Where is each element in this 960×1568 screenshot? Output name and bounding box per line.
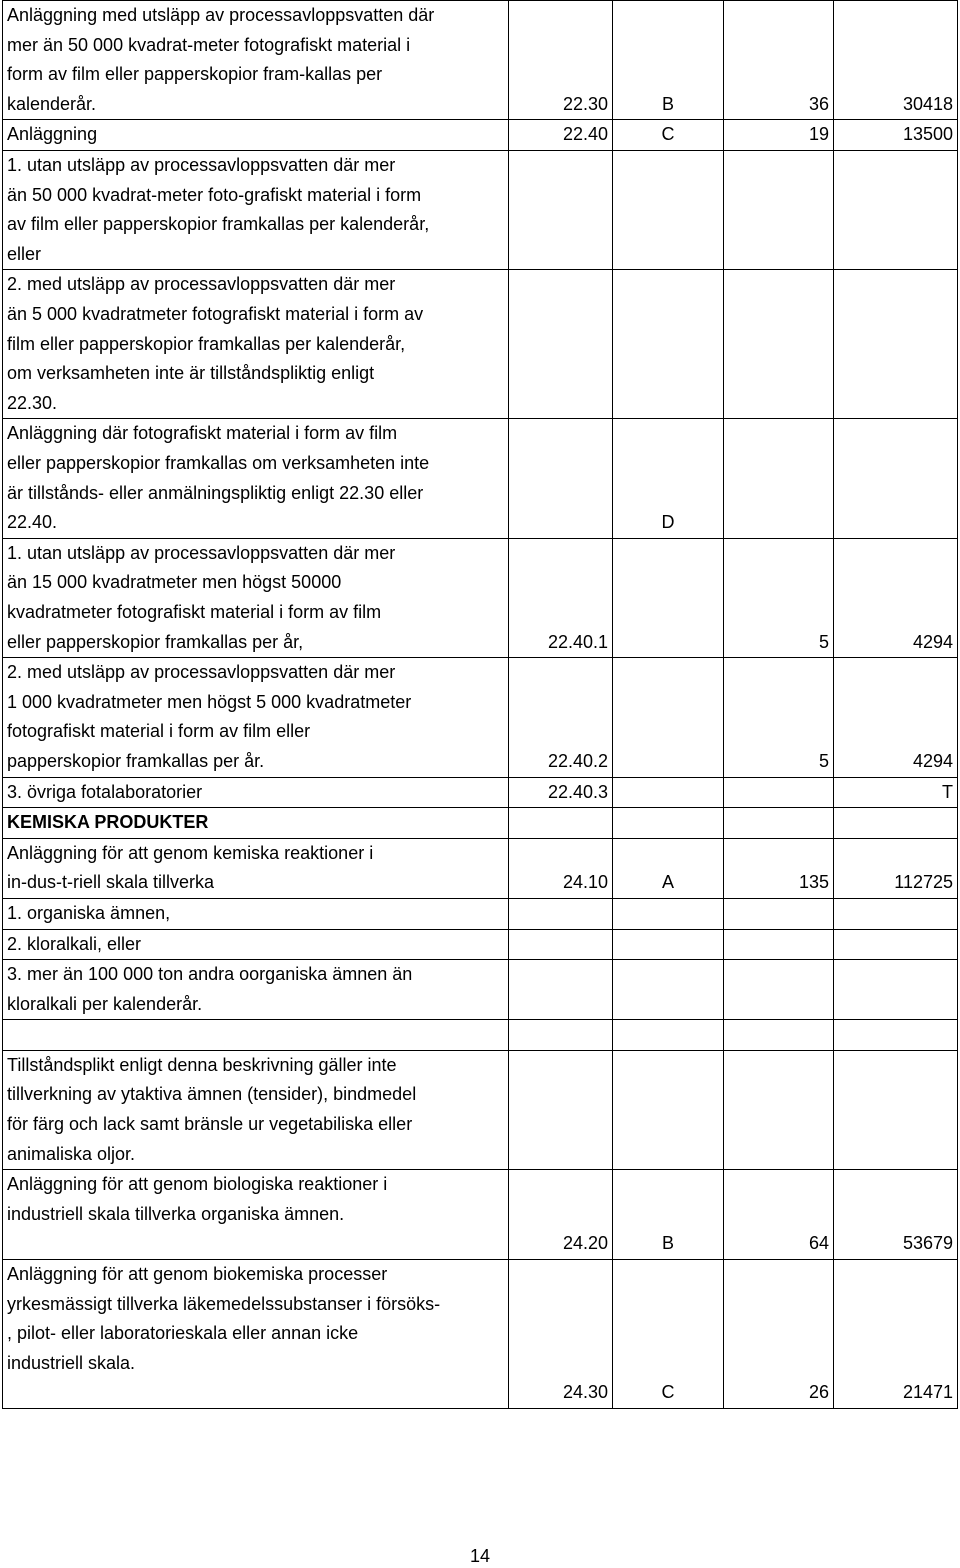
description-line: 22.30. (7, 392, 58, 413)
description-line: för färg och lack samt bränsle ur vegetabiliska eller (7, 1114, 413, 1135)
fee-cell-value: 30418 (902, 93, 953, 114)
description-cell (3, 1020, 509, 1051)
description-line: in-dus-t-riell skala tillverka (7, 872, 215, 893)
fee-cell (834, 960, 958, 1020)
description-line: mer än 50 000 kvadrat-meter fotografiskt material i (7, 34, 411, 55)
class-cell-value: C (661, 1382, 675, 1403)
description-line: eller papperskopior framkallas per år, (7, 631, 304, 652)
points-cell (724, 808, 834, 839)
description-line (7, 1229, 504, 1259)
fee-cell (834, 270, 958, 419)
class-cell (613, 1050, 724, 1169)
code-cell (509, 929, 613, 960)
table-row (3, 838, 958, 898)
points-cell (724, 419, 834, 538)
description-line: kloralkali per kalenderår. (7, 993, 203, 1014)
class-cell-value: A (661, 872, 674, 893)
code-cell (509, 1260, 613, 1409)
description-line: än 50 000 kvadrat-meter foto-grafiskt material i form (7, 184, 422, 205)
description-line: tillverkning av ytaktiva ämnen (tensider), bindmedel (7, 1084, 417, 1105)
class-cell (613, 120, 724, 151)
description-line (7, 1020, 504, 1050)
table-row (3, 898, 958, 929)
description-line: av film eller papperskopior framkallas per kalenderår, (7, 214, 430, 235)
description-cell (3, 270, 509, 419)
table-row (3, 960, 958, 1020)
fee-cell (834, 929, 958, 960)
points-cell (724, 929, 834, 960)
code-cell (509, 1050, 613, 1169)
table-row (3, 419, 958, 538)
table-row (3, 808, 958, 839)
description-cell (3, 808, 509, 839)
code-cell (509, 898, 613, 929)
points-cell-value: 19 (808, 124, 829, 145)
table-row (3, 777, 958, 808)
description-line: 22.40. (7, 512, 58, 533)
class-cell-value: B (661, 1233, 674, 1254)
points-cell (724, 838, 834, 898)
fee-cell (834, 1, 958, 120)
points-cell (724, 120, 834, 151)
description-line: än 15 000 kvadratmeter men högst 50000 (7, 572, 342, 593)
code-cell-value: 24.30 (562, 1382, 608, 1403)
description-cell (3, 1170, 509, 1260)
class-cell (613, 838, 724, 898)
code-cell (509, 538, 613, 657)
description-line: fotografiskt material i form av film eller (7, 721, 311, 742)
code-cell-value: 22.40.2 (547, 750, 608, 771)
points-cell (724, 150, 834, 269)
class-cell (613, 270, 724, 419)
description-line: Anläggning där fotografiskt material i form av film (7, 423, 398, 444)
table-row (3, 120, 958, 151)
description-line: papperskopior framkallas per år. (7, 750, 265, 771)
points-cell (724, 1050, 834, 1169)
table-row (3, 658, 958, 777)
description-line: 3. övriga fotalaboratorier (7, 781, 203, 802)
code-cell (509, 960, 613, 1020)
description-line: kvadratmeter fotografiskt material i form av film (7, 601, 382, 622)
description-line: 2. med utsläpp av processavloppsvatten där mer (7, 274, 396, 295)
table-row (3, 1170, 958, 1260)
description-cell (3, 1050, 509, 1169)
description-cell (3, 150, 509, 269)
points-cell (724, 1260, 834, 1409)
description-cell (3, 1, 509, 120)
description-cell (3, 538, 509, 657)
points-cell (724, 1020, 834, 1051)
description-cell (3, 1260, 509, 1409)
code-cell (509, 838, 613, 898)
fee-cell (834, 120, 958, 151)
description-line: 1. utan utsläpp av processavloppsvatten där mer (7, 154, 396, 175)
fee-cell-value: 4294 (912, 631, 953, 652)
class-cell-value: C (661, 124, 675, 145)
fee-cell (834, 150, 958, 269)
description-line: eller (7, 243, 42, 264)
class-cell (613, 960, 724, 1020)
description-line: Tillståndsplikt enligt denna beskrivning gäller inte (7, 1054, 397, 1075)
class-cell (613, 150, 724, 269)
description-cell (3, 120, 509, 151)
code-cell (509, 150, 613, 269)
description-line: animaliska oljor. (7, 1143, 136, 1164)
description-cell (3, 929, 509, 960)
description-line: 1 000 kvadratmeter men högst 5 000 kvadratmeter (7, 691, 412, 712)
points-cell-value: 36 (808, 93, 829, 114)
description-line: film eller papperskopior framkallas per kalenderår, (7, 333, 406, 354)
points-cell-value: 5 (818, 631, 829, 652)
points-cell-value: 135 (798, 872, 829, 893)
code-cell-value: 22.30 (562, 93, 608, 114)
points-cell-value: 64 (808, 1233, 829, 1254)
fee-cell-value: 53679 (902, 1233, 953, 1254)
description-line: kalenderår. (7, 93, 97, 114)
description-line: form av film eller papperskopior fram-kallas per (7, 64, 383, 85)
fee-cell-value: 13500 (902, 124, 953, 145)
class-cell (613, 658, 724, 777)
description-line (7, 1378, 504, 1408)
points-cell-value: 5 (818, 750, 829, 771)
fee-cell (834, 1170, 958, 1260)
fee-cell (834, 898, 958, 929)
fee-cell-value: 4294 (912, 750, 953, 771)
class-cell (613, 1, 724, 120)
description-line: yrkesmässigt tillverka läkemedelssubstanser i försöks- (7, 1293, 441, 1314)
table-row (3, 929, 958, 960)
description-line: Anläggning med utsläpp av processavloppsvatten där (7, 5, 435, 25)
code-cell (509, 1, 613, 120)
page-number: 14 (469, 1546, 491, 1566)
table-row (3, 538, 958, 657)
fee-cell-value: T (942, 781, 953, 802)
description-line: 1. organiska ämnen, (7, 902, 171, 923)
description-cell (3, 419, 509, 538)
code-cell (509, 777, 613, 808)
description-line: KEMISKA PRODUKTER (7, 812, 209, 833)
description-line: 3. mer än 100 000 ton andra oorganiska ämnen än (7, 964, 413, 985)
fee-cell-value: 112725 (894, 872, 953, 893)
table-row (3, 1020, 958, 1051)
fee-cell (834, 838, 958, 898)
code-cell (509, 808, 613, 839)
description-cell (3, 898, 509, 929)
points-cell (724, 777, 834, 808)
description-line: 2. kloralkali, eller (7, 933, 142, 954)
points-cell (724, 270, 834, 419)
description-line: är tillstånds- eller anmälningspliktig enligt 22.30 eller (7, 482, 424, 503)
description-line: än 5 000 kvadratmeter fotografiskt material i form av (7, 303, 424, 324)
points-cell (724, 1, 834, 120)
class-cell (613, 419, 724, 538)
class-cell-value: B (661, 93, 674, 114)
fee-cell (834, 1260, 958, 1409)
code-cell-value: 22.40.1 (547, 631, 608, 652)
code-cell-value: 22.40 (562, 124, 608, 145)
description-line: industriell skala tillverka organiska ämnen. (7, 1203, 345, 1224)
code-cell-value: 22.40.3 (547, 781, 608, 802)
fee-cell (834, 538, 958, 657)
class-cell (613, 777, 724, 808)
class-cell (613, 898, 724, 929)
code-cell (509, 658, 613, 777)
fee-table (2, 0, 958, 1409)
points-cell (724, 538, 834, 657)
description-line: Anläggning för att genom biokemiska processer (7, 1264, 388, 1285)
table-row (3, 1, 958, 120)
class-cell (613, 808, 724, 839)
description-line: Anläggning (7, 124, 98, 145)
fee-cell (834, 419, 958, 538)
description-cell (3, 960, 509, 1020)
description-cell (3, 838, 509, 898)
code-cell (509, 270, 613, 419)
class-cell (613, 929, 724, 960)
code-cell-value: 24.10 (562, 872, 608, 893)
code-cell (509, 419, 613, 538)
points-cell (724, 960, 834, 1020)
code-cell (509, 1020, 613, 1051)
class-cell (613, 1260, 724, 1409)
description-line: industriell skala. (7, 1352, 136, 1373)
points-cell (724, 658, 834, 777)
fee-cell (834, 658, 958, 777)
table-row (3, 1050, 958, 1169)
points-cell (724, 1170, 834, 1260)
fee-cell-value: 21471 (902, 1382, 953, 1403)
description-line: Anläggning för att genom biologiska reaktioner i (7, 1174, 388, 1195)
description-cell (3, 777, 509, 808)
description-line: , pilot- eller laboratorieskala eller annan icke (7, 1323, 359, 1344)
table-row (3, 150, 958, 269)
class-cell (613, 1170, 724, 1260)
class-cell (613, 538, 724, 657)
points-cell (724, 898, 834, 929)
class-cell (613, 1020, 724, 1051)
code-cell (509, 120, 613, 151)
description-line: eller papperskopior framkallas om verksamheten inte (7, 452, 430, 473)
fee-cell (834, 777, 958, 808)
code-cell (509, 1170, 613, 1260)
class-cell-value: D (661, 512, 675, 533)
description-line: Anläggning för att genom kemiska reaktioner i (7, 842, 374, 863)
description-line: om verksamheten inte är tillståndspliktig enligt (7, 363, 375, 384)
description-line: 2. med utsläpp av processavloppsvatten där mer (7, 662, 396, 683)
points-cell-value: 26 (808, 1382, 829, 1403)
fee-cell (834, 1050, 958, 1169)
table-row (3, 1260, 958, 1409)
description-cell (3, 658, 509, 777)
table-row (3, 270, 958, 419)
description-line: 1. utan utsläpp av processavloppsvatten där mer (7, 542, 396, 563)
fee-cell (834, 808, 958, 839)
fee-cell (834, 1020, 958, 1051)
code-cell-value: 24.20 (562, 1233, 608, 1254)
fee-table-body (3, 1, 958, 1409)
